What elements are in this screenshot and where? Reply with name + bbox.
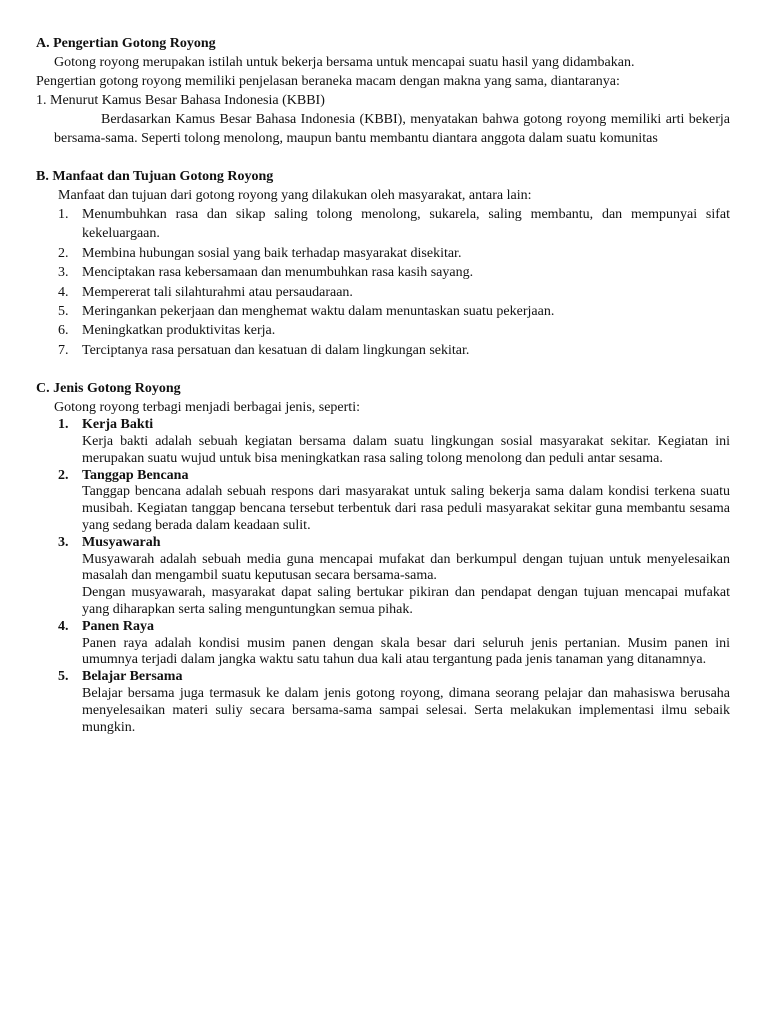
list-item: [36, 341, 730, 360]
list-item: [36, 302, 730, 321]
list-item-number: 2.: [58, 245, 69, 261]
type-description: Tanggap bencana adalah sebuah respons dari masyarakat untuk saling bekerja sama dalam kondisi terkena suatu musibah. Kegiatan tanggap bencana tersebut terbentuk dari rasa peduli masyarakat sekitar guna membantu sesama yang sedang berada dalam keadaan sulit.: [82, 484, 730, 534]
type-description: Kerja bakti adalah sebuah kegiatan bersama dalam suatu lingkungan sosial masyarakat sekitar. Kegiatan ini merupakan suatu wujud untuk bisa meningkatkan rasa saling tolong menolong dan peduli antar sesama.: [82, 434, 730, 466]
section-b-title: B. Manfaat dan Tujuan Gotong Royong: [36, 169, 274, 184]
type-number: 2.: [58, 467, 69, 483]
section-jenis: [36, 379, 730, 736]
type-name: Belajar Bersama: [82, 669, 183, 685]
kbbi-paragraph: Berdasarkan Kamus Besar Bahasa Indonesia (KBBI), menyatakan bahwa gotong royong memiliki arti bekerja bersama-sama. Seperti tolong menolong, maupun bantu membantu diantara anggota dalam suatu komunitas: [54, 112, 730, 146]
list-item: [36, 283, 730, 302]
list-item: [36, 321, 730, 340]
list-item-number: 4.: [58, 284, 69, 300]
section-c-intro: Gotong royong terbagi menjadi berbagai jenis, seperti:: [54, 400, 360, 416]
list-item: [36, 244, 730, 263]
types-list: [36, 417, 730, 736]
type-name: Musyawarah: [82, 534, 161, 550]
list-item-number: 3.: [58, 265, 69, 281]
type-name: Panen Raya: [82, 618, 154, 634]
section-a-title: A. Pengertian Gotong Royong: [36, 36, 216, 51]
type-name: Kerja Bakti: [82, 417, 154, 433]
list-item-text: Menumbuhkan rasa dan sikap saling tolong menolong, sukarela, saling membantu, dan mempunyai sifat kekeluargaan.: [82, 207, 730, 242]
type-description: Musyawarah adalah sebuah media guna mencapai mufakat dan berkumpul dengan tujuan untuk menyelesaikan masalah dan mengambil suatu keputusan secara bersama-sama.: [82, 551, 730, 584]
type-number: 5.: [58, 669, 69, 685]
type-name: Tanggap Bencana: [82, 467, 189, 483]
type-item: [36, 535, 730, 619]
section-a-intro: Gotong royong merupakan istilah untuk bekerja bersama untuk mencapai suatu hasil yang didambakan.: [54, 55, 635, 70]
list-item-text: Terciptanya rasa persatuan dan kesatuan di dalam lingkungan sekitar.: [82, 342, 470, 358]
list-item-text: Menciptakan rasa kebersamaan dan menumbuhkan rasa kasih sayang.: [82, 265, 474, 281]
section-manfaat: [36, 167, 730, 360]
type-item: [36, 619, 730, 669]
section-b-intro: Manfaat dan tujuan dari gotong royong yang dilakukan oleh masyarakat, antara lain:: [58, 188, 532, 203]
list-item-text: Membina hubungan sosial yang baik terhadap masyarakat disekitar.: [82, 245, 462, 261]
list-item-text: Meningkatkan produktivitas kerja.: [82, 323, 276, 339]
list-item: [36, 205, 730, 244]
section-c-title: C. Jenis Gotong Royong: [36, 381, 181, 397]
type-item: [36, 468, 730, 535]
spacer: [36, 360, 730, 379]
type-number: 1.: [58, 417, 69, 433]
kbbi-heading: 1. Menurut Kamus Besar Bahasa Indonesia (KBBI): [36, 93, 325, 108]
list-item-number: 5.: [58, 304, 69, 320]
list-item-text: Meringankan pekerjaan dan menghemat waktu dalam menuntaskan suatu pekerjaan.: [82, 304, 555, 320]
list-item: [36, 263, 730, 282]
type-description: Belajar bersama juga termasuk ke dalam jenis gotong royong, dimana seorang pelajar dan mahasiswa berusaha menyelesaikan materi suliy secara bersama-sama sampai selesai. Serta melakukan implementasi ilmu sebaik mungkin.: [82, 686, 730, 735]
type-description: Panen raya adalah kondisi musim panen dengan skala besar dari seluruh jenis pertanian. Musim panen ini umumnya terjadi dalam jangka waktu satu tahun dua kali atau tergantung pada jenis tanaman yang ditanamnya.: [82, 635, 730, 668]
list-item-number: 6.: [58, 323, 69, 339]
type-item: [36, 417, 730, 467]
section-a-intro2: Pengertian gotong royong memiliki penjelasan beraneka macam dengan makna yang sama, diantaranya:: [36, 74, 620, 89]
list-item-number: 1.: [58, 207, 69, 222]
type-number: 4.: [58, 618, 69, 634]
list-item-text: Mempererat tali silahturahmi atau persaudaraan.: [82, 284, 353, 300]
benefits-list: [36, 205, 730, 360]
type-number: 3.: [58, 534, 69, 550]
spacer: [36, 148, 730, 167]
section-pengertian: [36, 34, 730, 148]
type-item: [36, 669, 730, 736]
list-item-number: 7.: [58, 342, 69, 358]
type-description: Dengan musyawarah, masyarakat dapat saling bertukar pikiran dan pendapat dengan tujuan mencapai mufakat yang diharapkan serta saling menguntungkan semua pihak.: [82, 585, 730, 618]
